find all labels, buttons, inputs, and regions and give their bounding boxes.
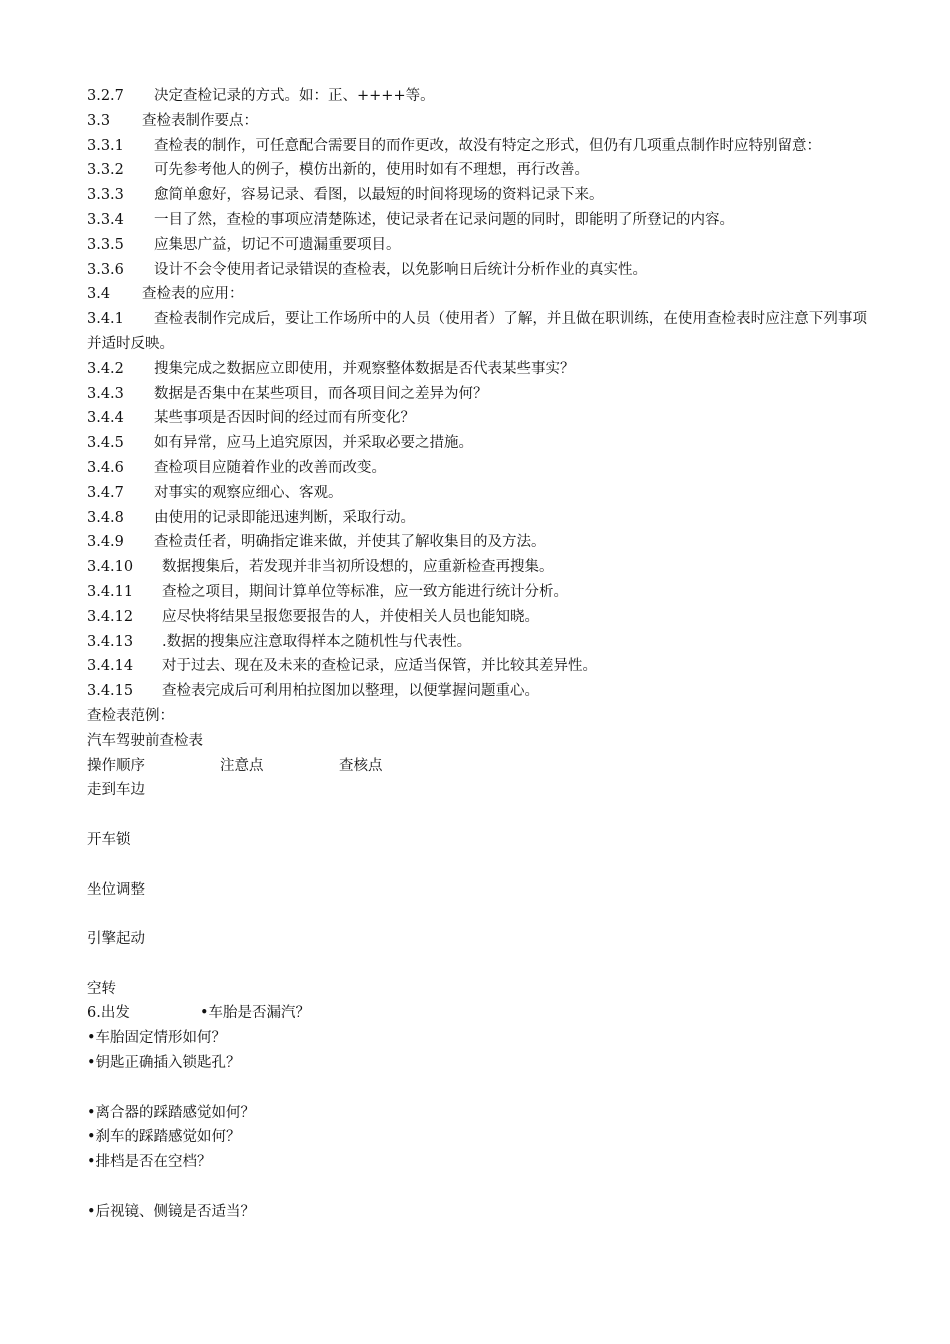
- item-number: 3.4.15: [87, 683, 134, 700]
- item-number: 3.4.9: [87, 534, 124, 551]
- spacer: [87, 952, 867, 977]
- item-number: 3.4.6: [87, 459, 124, 476]
- item-number: 3.3.1: [87, 137, 124, 154]
- item-text: 对于过去、现在及未来的查检记录，应适当保管，并比较其差异性。: [162, 658, 597, 675]
- item-number: 3.4.7: [87, 484, 124, 501]
- spacer: [87, 902, 867, 927]
- check-item: •钥匙正确插入锁匙孔？: [87, 1055, 241, 1072]
- spacer: [87, 853, 867, 878]
- item-text: 数据是否集中在某些项目，而各项目间之差异为何？: [154, 385, 488, 402]
- section-heading-3-3: [87, 109, 867, 134]
- item-text: 愈简单愈好，容易记录、看图，以最短的时间将现场的资料记录下来。: [154, 187, 604, 204]
- list-item: [87, 555, 867, 580]
- item-number: 3.4.1: [87, 311, 124, 328]
- item-number: 3.4.3: [87, 385, 124, 402]
- item-number: 3.4.13: [87, 633, 134, 650]
- check-item: •离合器的踩踏感觉如何？: [87, 1104, 256, 1121]
- list-item: [87, 506, 867, 531]
- list-item: [87, 183, 867, 208]
- paragraph-text: 查检表的制作，可任意配合需要目的而作更改，故没有特定之形式，但仍有几项重点制作时应特别留意：: [154, 137, 821, 154]
- item-number: 3.2.7: [87, 88, 124, 104]
- step-label: 6.出发: [87, 1005, 130, 1022]
- check-item: •排档是否在空档？: [87, 1154, 212, 1171]
- check-item: •后视镜、侧镜是否适当？: [87, 1203, 256, 1220]
- step-item-6: [87, 1001, 867, 1026]
- list-item: [87, 679, 867, 704]
- list-item: [87, 605, 867, 630]
- list-item: [87, 630, 867, 655]
- list-item: [87, 258, 867, 283]
- item-3-2-7: [87, 84, 867, 109]
- list-item: [87, 580, 867, 605]
- paragraph-text: 查检表制作完成后，要让工作场所中的人员（使用者）了解，并且做在职训练，在使用查检表时应注意下列事项并适时反映。: [87, 311, 867, 352]
- spacer: [87, 1175, 867, 1200]
- item-text: 查检项目应随着作业的改善而改变。: [154, 459, 386, 476]
- item-number: 3.4.8: [87, 509, 124, 526]
- item-number: 3.4.14: [87, 658, 134, 675]
- step-item: 坐位调整: [87, 881, 145, 898]
- list-item: [87, 158, 867, 183]
- item-text: 查检表完成后可利用柏拉图加以整理，以便掌握问题重心。: [162, 683, 539, 700]
- step-item: 走到车边: [87, 782, 145, 799]
- item-text: 可先参考他人的例子，模仿出新的，使用时如有不理想，再行改善。: [154, 162, 589, 179]
- item-text: 应尽快将结果呈报您要报告的人，并使相关人员也能知晓。: [162, 608, 539, 625]
- item-text: 查检之项目，期间计算单位等标准，应一致方能进行统计分析。: [162, 583, 568, 600]
- list-item: [87, 530, 867, 555]
- item-number: 3.4.11: [87, 583, 134, 600]
- item-number: 3.4.2: [87, 360, 124, 377]
- step-item: 开车锁: [87, 831, 131, 848]
- step-item: 引擎起动: [87, 931, 145, 948]
- column-header-attention: 注意点: [220, 757, 264, 774]
- section-number: 3.4: [87, 286, 111, 303]
- example-table-header: [87, 754, 867, 779]
- list-item: [87, 456, 867, 481]
- column-header-check: 查核点: [339, 757, 383, 774]
- item-text: 决定查检记录的方式。如：正、++++等。: [154, 88, 435, 104]
- item-text: 如有异常，应马上追究原因，并采取必要之措施。: [154, 435, 473, 452]
- item-text: 对事实的观察应细心、客观。: [154, 484, 343, 501]
- item-text: .数据的搜集应注意取得样本之随机性与代表性。: [162, 633, 472, 650]
- list-item: [87, 382, 867, 407]
- spacer: [87, 803, 867, 828]
- item-number: 3.3.3: [87, 187, 124, 204]
- document-body: [87, 84, 867, 1225]
- item-number: 3.4.10: [87, 559, 134, 576]
- item-number: 3.3.4: [87, 211, 124, 228]
- section-title: 查检表的应用：: [142, 286, 244, 303]
- item-number: 3.3.5: [87, 236, 124, 253]
- section-heading-3-4: [87, 282, 867, 307]
- example-title: 汽车驾驶前查检表: [87, 732, 203, 749]
- list-item: [87, 357, 867, 382]
- example-heading: 查检表范例：: [87, 707, 174, 724]
- section-number: 3.3: [87, 112, 111, 129]
- item-text: 设计不会令使用者记录错误的查检表，以免影响日后统计分析作业的真实性。: [154, 261, 647, 278]
- item-text: 应集思广益，切记不可遗漏重要项目。: [154, 236, 401, 253]
- list-item: [87, 208, 867, 233]
- item-text: 搜集完成之数据应立即使用，并观察整体数据是否代表某些事实？: [154, 360, 575, 377]
- paragraph-3-3-1: [87, 134, 867, 159]
- list-item: [87, 431, 867, 456]
- list-item: [87, 406, 867, 431]
- list-item: [87, 654, 867, 679]
- list-item: [87, 481, 867, 506]
- item-text: 数据搜集后，若发现并非当初所设想的，应重新检查再搜集。: [162, 559, 554, 576]
- item-text: 由使用的记录即能迅速判断，采取行动。: [154, 509, 415, 526]
- item-text: 查检责任者，明确指定谁来做，并使其了解收集目的及方法。: [154, 534, 546, 551]
- paragraph-3-4-1: [87, 307, 867, 357]
- item-number: 3.4.4: [87, 410, 124, 427]
- step-item: 空转: [87, 980, 116, 997]
- column-header-step: 操作顺序: [87, 757, 145, 774]
- section-title: 查检表制作要点：: [142, 112, 258, 129]
- item-number: 3.4.5: [87, 435, 124, 452]
- check-item: •车胎是否漏汽？: [200, 1005, 311, 1022]
- item-number: 3.3.2: [87, 162, 124, 179]
- check-item: •刹车的踩踏感觉如何？: [87, 1129, 241, 1146]
- spacer: [87, 1076, 867, 1101]
- item-number: 3.4.12: [87, 608, 134, 625]
- item-text: 某些事项是否因时间的经过而有所变化？: [154, 410, 415, 427]
- list-item: [87, 233, 867, 258]
- check-item: •车胎固定情形如何？: [87, 1030, 227, 1047]
- item-text: 一目了然，查检的事项应清楚陈述，使记录者在记录问题的同时，即能明了所登记的内容。: [154, 211, 734, 228]
- item-number: 3.3.6: [87, 261, 124, 278]
